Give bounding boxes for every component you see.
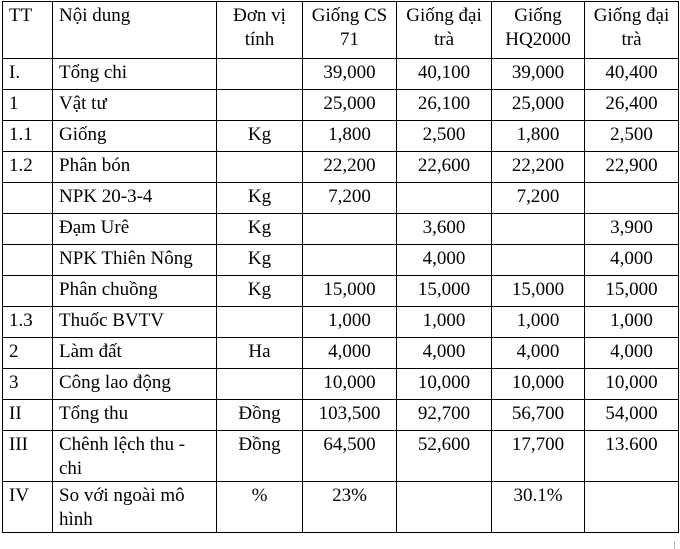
table-header-row — [3, 2, 679, 59]
table-row — [3, 121, 679, 152]
row-value-2: 15,000 — [397, 276, 492, 307]
row-value-3: 1,000 — [492, 307, 585, 338]
row-name: Tổng thu — [53, 400, 217, 431]
row-tt: 1.3 — [3, 307, 53, 338]
table-row — [3, 400, 679, 431]
header-col2: Giống đại trà — [397, 2, 492, 59]
row-name: Giống — [53, 121, 217, 152]
row-value-2: 10,000 — [397, 369, 492, 400]
row-name: Đạm Urê — [53, 214, 217, 245]
row-value-2: 1,000 — [397, 307, 492, 338]
row-name: Vật tư — [53, 90, 217, 121]
row-value-1: 10,000 — [303, 369, 397, 400]
row-tt — [3, 183, 53, 214]
table-row — [3, 59, 679, 90]
row-value-1: 4,000 — [303, 338, 397, 369]
row-value-2 — [397, 482, 492, 533]
row-value-3: 30.1% — [492, 482, 585, 533]
header-tt: TT — [3, 2, 53, 59]
row-value-3: 15,000 — [492, 276, 585, 307]
row-value-4: 4,000 — [585, 338, 679, 369]
row-value-4: 4,000 — [585, 245, 679, 276]
row-value-4: 15,000 — [585, 276, 679, 307]
row-value-2: 26,100 — [397, 90, 492, 121]
row-unit — [217, 152, 303, 183]
row-name: Thuốc BVTV — [53, 307, 217, 338]
table-row — [3, 369, 679, 400]
row-unit: Ha — [217, 338, 303, 369]
row-value-4 — [585, 482, 679, 533]
row-unit: Kg — [217, 183, 303, 214]
table-row — [3, 90, 679, 121]
table-row — [3, 482, 679, 533]
row-unit: Đồng — [217, 400, 303, 431]
row-value-4: 10,000 — [585, 369, 679, 400]
row-unit — [217, 307, 303, 338]
row-tt: 2 — [3, 338, 53, 369]
cost-comparison-table — [2, 1, 679, 533]
row-tt: I. — [3, 59, 53, 90]
row-name: Công lao động — [53, 369, 217, 400]
row-value-3 — [492, 245, 585, 276]
row-value-1 — [303, 245, 397, 276]
header-col4: Giống đại trà — [585, 2, 679, 59]
row-tt: 1.2 — [3, 152, 53, 183]
header-col1: Giống CS 71 — [303, 2, 397, 59]
row-name: Phân chuồng — [53, 276, 217, 307]
table-row — [3, 431, 679, 482]
row-tt: 3 — [3, 369, 53, 400]
table-row — [3, 183, 679, 214]
row-value-3: 7,200 — [492, 183, 585, 214]
row-value-2: 92,700 — [397, 400, 492, 431]
row-value-2: 40,100 — [397, 59, 492, 90]
row-value-3: 4,000 — [492, 338, 585, 369]
row-value-1: 22,200 — [303, 152, 397, 183]
row-value-2: 2,500 — [397, 121, 492, 152]
row-unit — [217, 59, 303, 90]
row-tt — [3, 214, 53, 245]
row-unit: Kg — [217, 276, 303, 307]
row-tt: III — [3, 431, 53, 482]
table-row — [3, 307, 679, 338]
row-name: Tổng chi — [53, 59, 217, 90]
row-value-3 — [492, 214, 585, 245]
row-value-1: 1,000 — [303, 307, 397, 338]
row-value-3: 25,000 — [492, 90, 585, 121]
row-name: Phân bón — [53, 152, 217, 183]
row-unit: Kg — [217, 214, 303, 245]
row-tt: 1.1 — [3, 121, 53, 152]
row-value-2: 22,600 — [397, 152, 492, 183]
row-value-1: 15,000 — [303, 276, 397, 307]
row-value-3: 56,700 — [492, 400, 585, 431]
row-value-2: 4,000 — [397, 245, 492, 276]
row-tt: II — [3, 400, 53, 431]
row-tt: 1 — [3, 90, 53, 121]
row-value-4: 1,000 — [585, 307, 679, 338]
row-value-1: 103,500 — [303, 400, 397, 431]
row-value-1 — [303, 214, 397, 245]
header-col3: Giống HQ2000 — [492, 2, 585, 59]
row-value-2: 52,600 — [397, 431, 492, 482]
row-value-2: 3,600 — [397, 214, 492, 245]
row-unit: % — [217, 482, 303, 533]
row-unit: Kg — [217, 121, 303, 152]
table-row — [3, 152, 679, 183]
row-value-3: 22,200 — [492, 152, 585, 183]
table-row — [3, 338, 679, 369]
row-name: NPK 20-3-4 — [53, 183, 217, 214]
row-unit: Đồng — [217, 431, 303, 482]
row-value-3: 39,000 — [492, 59, 585, 90]
header-content: Nội dung — [53, 2, 217, 59]
row-value-1: 23% — [303, 482, 397, 533]
row-tt: IV — [3, 482, 53, 533]
row-name: Làm đất — [53, 338, 217, 369]
row-value-2 — [397, 183, 492, 214]
row-name: Chênh lệch thu - chi — [53, 431, 217, 482]
row-value-4: 2,500 — [585, 121, 679, 152]
row-tt — [3, 276, 53, 307]
row-value-3: 1,800 — [492, 121, 585, 152]
row-value-4: 3,900 — [585, 214, 679, 245]
page-edge-mark — [674, 541, 679, 549]
row-value-4: 22,900 — [585, 152, 679, 183]
row-name: So với ngoài mô hình — [53, 482, 217, 533]
row-unit — [217, 90, 303, 121]
table-row — [3, 245, 679, 276]
row-value-3: 17,700 — [492, 431, 585, 482]
row-value-4: 40,400 — [585, 59, 679, 90]
row-value-1: 64,500 — [303, 431, 397, 482]
row-value-1: 7,200 — [303, 183, 397, 214]
row-value-4: 13.600 — [585, 431, 679, 482]
row-unit: Kg — [217, 245, 303, 276]
row-tt — [3, 245, 53, 276]
table-row — [3, 214, 679, 245]
row-value-4 — [585, 183, 679, 214]
row-value-1: 39,000 — [303, 59, 397, 90]
row-value-2: 4,000 — [397, 338, 492, 369]
row-unit — [217, 369, 303, 400]
row-name: NPK Thiên Nông — [53, 245, 217, 276]
row-value-4: 54,000 — [585, 400, 679, 431]
row-value-3: 10,000 — [492, 369, 585, 400]
row-value-1: 1,800 — [303, 121, 397, 152]
row-value-4: 26,400 — [585, 90, 679, 121]
table-row — [3, 276, 679, 307]
header-unit: Đơn vị tính — [217, 2, 303, 59]
row-value-1: 25,000 — [303, 90, 397, 121]
